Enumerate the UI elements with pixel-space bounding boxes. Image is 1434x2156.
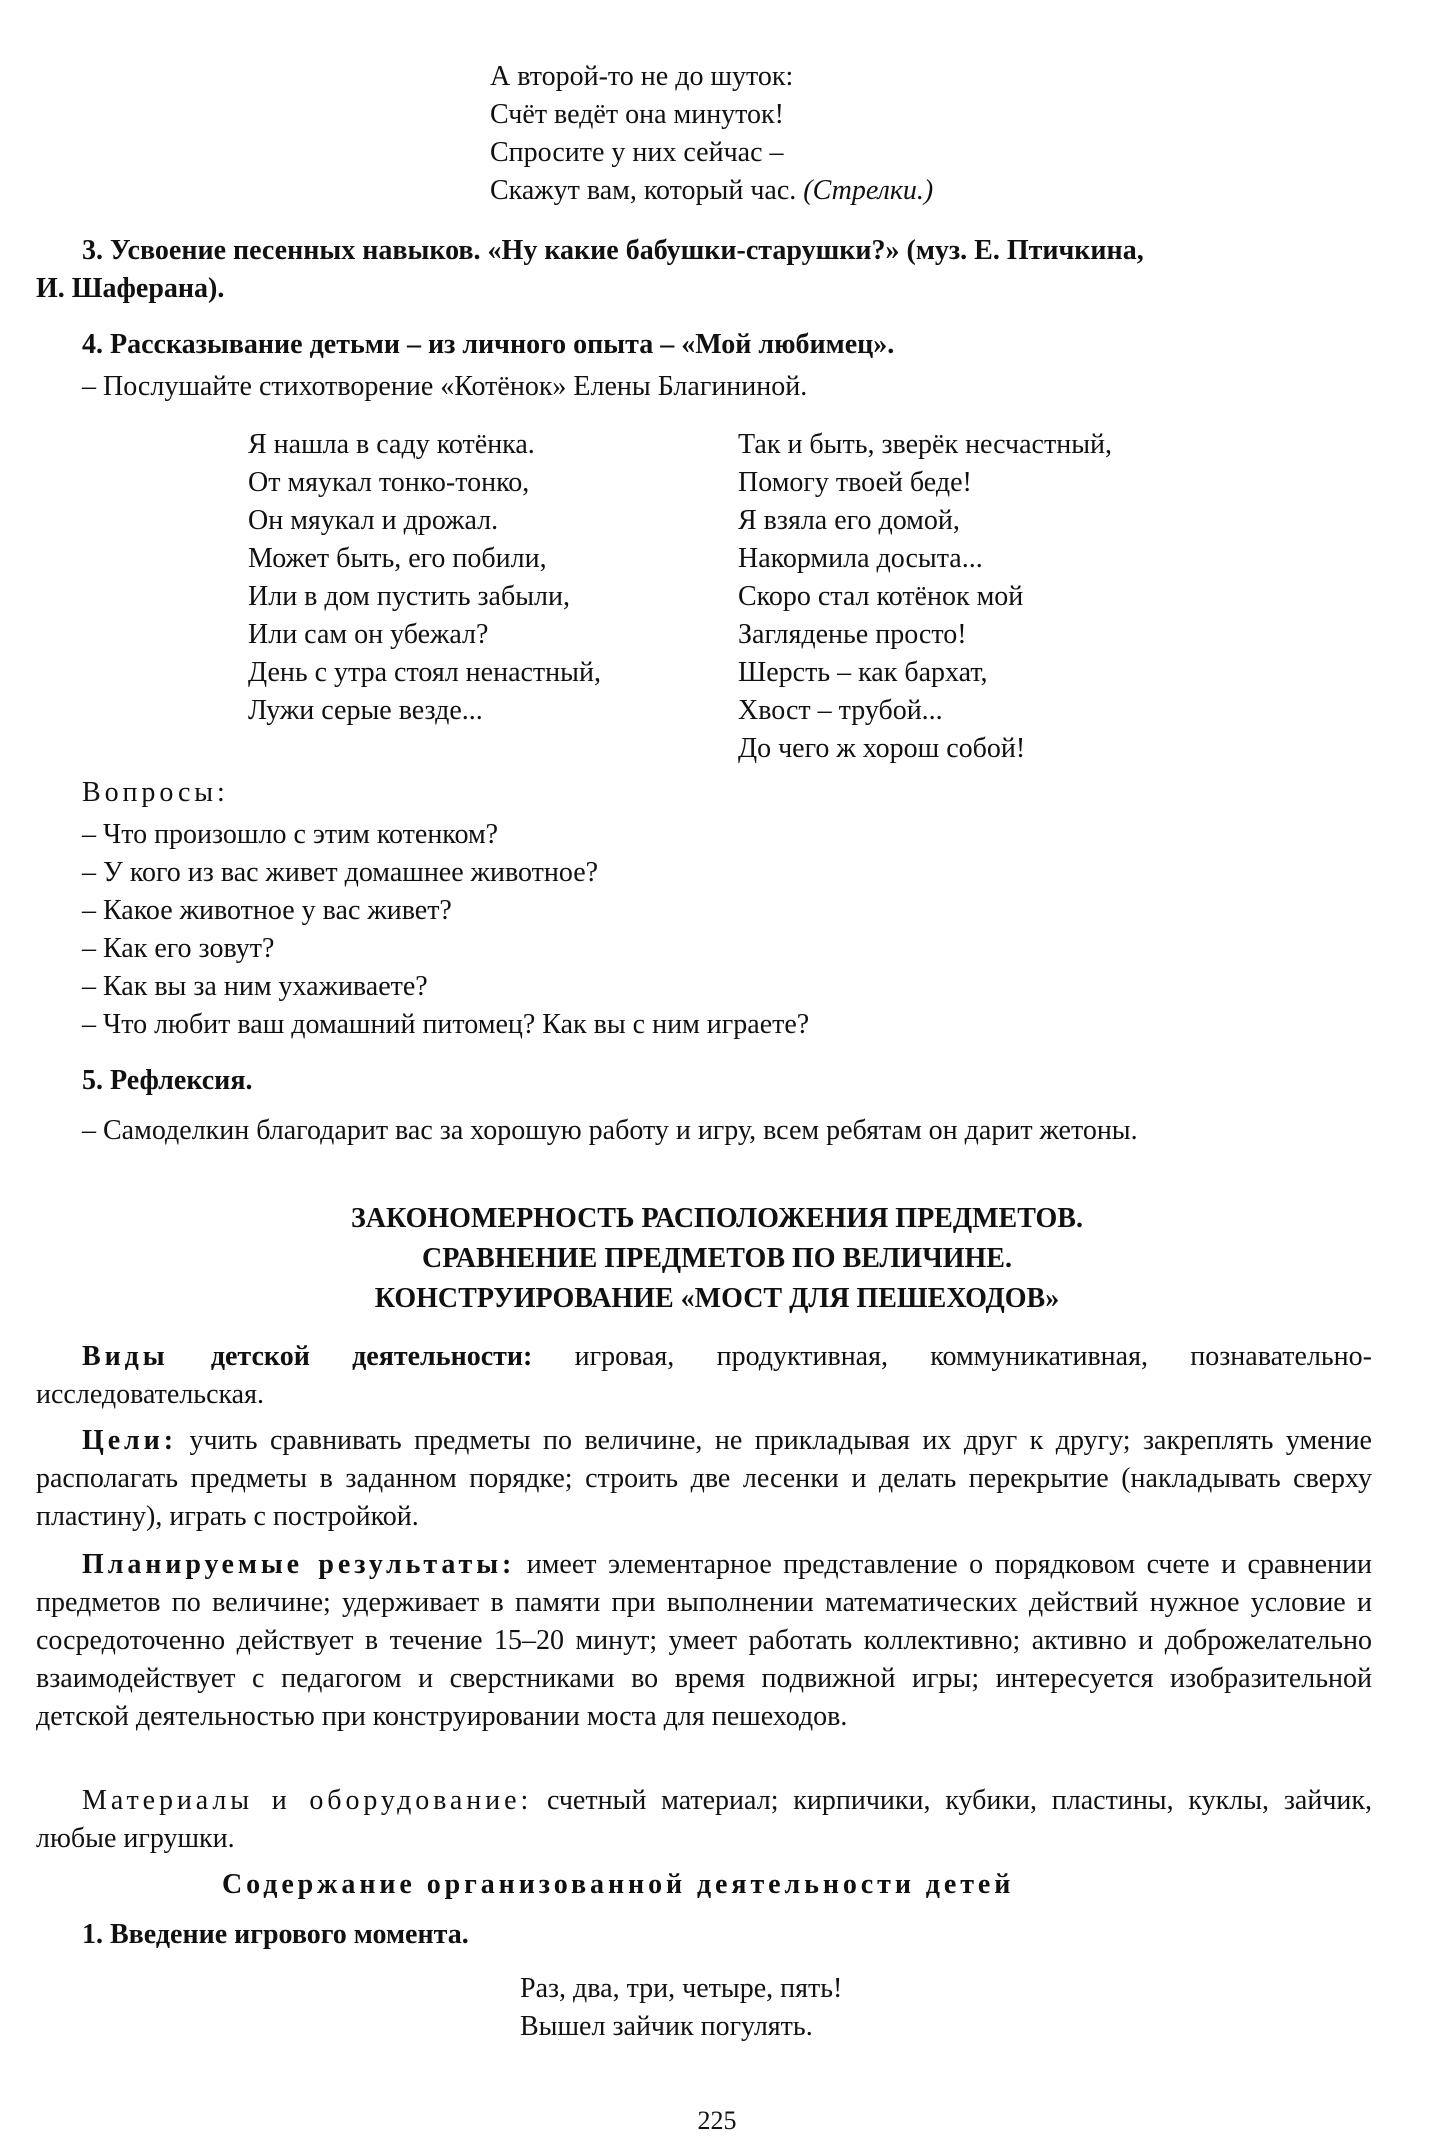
- poem-right-line: До чего ж хорош собой!: [738, 733, 1026, 764]
- goals-paragraph: [36, 1422, 1372, 1536]
- results-text: имеет элементарное представление о порядковом счете и сравнении предметов по величине; удерживает в памяти при выполнении математических действий нужное условие и сосредоточенно действует в течение 15–20 минут; умеет работать коллективно; активно и доброжелательно взаимодействует с педагогом и сверстниками во время подвижной игры; интересуется изобразительной детской деятельностью при конструировании моста для пешеходов.: [36, 1549, 1372, 1732]
- poem-bottom-line: Вышел зайчик погулять.: [520, 2011, 813, 2042]
- poem-left-line: Может быть, его побили,: [248, 543, 547, 574]
- intro-line: – Послушайте стихотворение «Котёнок» Елены Благининой.: [82, 371, 808, 402]
- results-label: Планируемые результаты:: [82, 1549, 516, 1580]
- poem-top-line: Спросите у них сейчас –: [490, 137, 784, 168]
- poem-left-line: Он мяукал и дрожал.: [248, 505, 499, 536]
- item3-heading-line2: И. Шаферана).: [36, 273, 225, 304]
- poem-left-line: Или в дом пустить забыли,: [248, 581, 570, 612]
- poem-left-line: День с утра стоял ненастный,: [248, 657, 601, 688]
- poem-left-line: Я нашла в саду котёнка.: [248, 429, 535, 460]
- poem-right-line: Скоро стал котёнок мой: [738, 581, 1024, 612]
- materials-label: Материалы и оборудование:: [82, 1785, 533, 1816]
- results-paragraph: [36, 1546, 1372, 1736]
- section-title-line: СРАВНЕНИЕ ПРЕДМЕТОВ ПО ВЕЛИЧИНЕ.: [422, 1243, 1012, 1274]
- activities-paragraph: [36, 1338, 1372, 1414]
- poem-right-line: Помогу твоей беде!: [738, 467, 972, 498]
- question-item: – Что произошло с этим котенком?: [82, 819, 499, 850]
- page-number: 225: [697, 2106, 737, 2135]
- item5-heading: 5. Рефлексия.: [82, 1065, 253, 1096]
- poem-right-line: Загляденье просто!: [738, 619, 967, 650]
- activities-text: игровая, продуктивная, коммуникативная, познавательно-исследовательская.: [36, 1341, 1372, 1410]
- poem-right-line: Накормила досыта...: [738, 543, 983, 574]
- goals-text: учить сравнивать предметы по величине, не прикладывая их друг к другу; закреплять умение располагать предметы в заданном порядке; строить две лесенки и делать перекрытие (накладывать сверху пластину), играть с постройкой.: [36, 1425, 1372, 1532]
- poem-right-line: Так и быть, зверёк несчастный,: [738, 429, 1112, 460]
- content-heading: Содержание организованной деятельности детей: [222, 1869, 1015, 1900]
- poem-left-line: От мяукал тонко-тонко,: [248, 467, 530, 498]
- materials-paragraph: [36, 1782, 1372, 1858]
- item5-text: – Самоделкин благодарит вас за хорошую работу и игру, всем ребятам он дарит жетоны.: [82, 1115, 1138, 1146]
- poem-left-line: Или сам он убежал?: [248, 619, 489, 650]
- materials-text: счетный материал; кирпичики, кубики, пластины, куклы, зайчик, любые игрушки.: [36, 1785, 1372, 1854]
- question-item: – Как вы за ним ухаживаете?: [82, 971, 428, 1002]
- poem-top-line: [490, 172, 933, 210]
- question-item: – Как его зовут?: [82, 933, 275, 964]
- questions-label: Вопросы:: [82, 777, 229, 808]
- question-item: – Что любит ваш домашний питомец? Как вы с ним играете?: [82, 1009, 810, 1040]
- poem-right-line: Хвост – трубой...: [738, 695, 943, 726]
- item4-heading: 4. Рассказывание детьми – из личного опыта – «Мой любимец».: [82, 329, 895, 360]
- goals-label: Цели:: [82, 1425, 177, 1456]
- question-item: – У кого из вас живет домашнее животное?: [82, 857, 599, 888]
- poem-right-line: Шерсть – как бархат,: [738, 657, 988, 688]
- poem-left-line: Лужи серые везде...: [248, 695, 483, 726]
- item3-heading-line1: 3. Усвоение песенных навыков. «Ну какие бабушки-старушки?» (муз. Е. Птичкина,: [82, 235, 1144, 266]
- poem-top-line: Счёт ведёт она минуток!: [490, 99, 784, 130]
- poem-bottom-line: Раз, два, три, четыре, пять!: [520, 1973, 843, 2004]
- poem-top-line: А второй-то не до шуток:: [490, 61, 794, 92]
- activities-label: детской деятельности:: [168, 1341, 533, 1372]
- item1-heading: 1. Введение игрового момента.: [82, 1919, 469, 1950]
- poem-top-line-text: Скажут вам, который час.: [490, 175, 797, 206]
- section-title-line: КОНСТРУИРОВАНИЕ «МОСТ ДЛЯ ПЕШЕХОДОВ»: [374, 1283, 1060, 1314]
- question-item: – Какое животное у вас живет?: [82, 895, 452, 926]
- poem-answer: (Стрелки.): [803, 175, 934, 206]
- activities-label-spaced: Виды: [82, 1341, 169, 1372]
- section-title-line: ЗАКОНОМЕРНОСТЬ РАСПОЛОЖЕНИЯ ПРЕДМЕТОВ.: [351, 1203, 1083, 1234]
- poem-right-line: Я взяла его домой,: [738, 505, 960, 536]
